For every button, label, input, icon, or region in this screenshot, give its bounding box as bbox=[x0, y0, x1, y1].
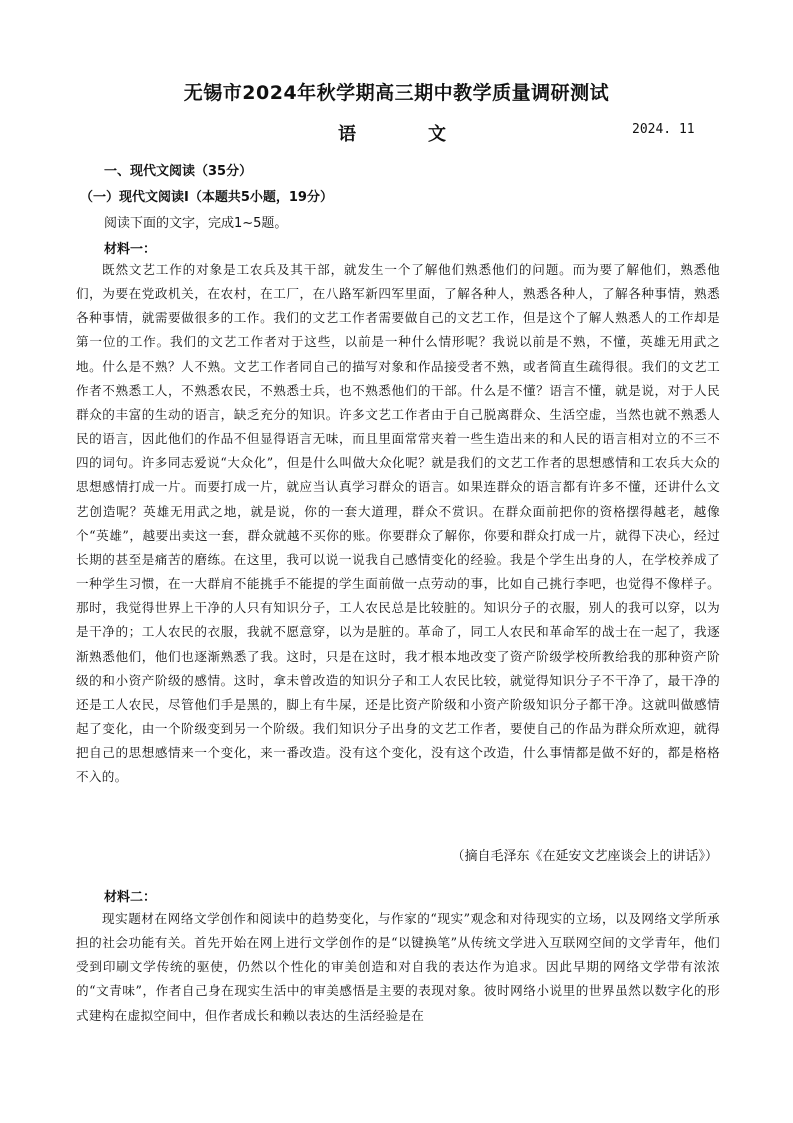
subject-char-1: 语 bbox=[338, 124, 356, 145]
material-1-body: 既然文艺工作的对象是工农兵及其干部，就发生一个了解他们熟悉他们的问题。而为要了解他们，熟悉他们，为要在党政机关，在农村，在工厂，在八路军新四军里面，了解各种人，熟悉各种人，了解各种事情，熟悉各种事情，就需要做很多的工作。我们的文艺工作者需要做自己的文艺工作，但是这个了解人熟悉人的工作却是第一位的工作。我们的文艺工作者对于这些，以前是一种什么情形呢？我说以前是不熟，不懂，英雄无用武之地。什么是不熟？人不熟。文艺工作者同自己的描写对象和作品接受者不熟，或者简直生疏得很。我们的文艺工作者不熟悉工人，不熟悉农民，不熟悉士兵，也不熟悉他们的干部。什么是不懂？语言不懂，就是说，对于人民群众的丰富的生动的语言，缺乏充分的知识。许多文艺工作者由于自己脱离群众、生活空虚，当然也就不熟悉人民的语言，因此他们的作品不但显得语言无味，而且里面常常夹着一些生造出来的和人民的语言相对立的不三不四的词句。许多同志爱说“大众化”，但是什么叫做大众化呢？就是我们的文艺工作者的思想感情和工农兵大众的思想感情打成一片。而要打成一片，就应当认真学习群众的语言。如果连群众的语言都有许多不懂，还讲什么文艺创造呢？英雄无用武之地，就是说，你的一套大道理，群众不赏识。在群众面前把你的资格摆得越老，越像个“英雄”，越要出卖这一套，群众就越不买你的账。你要群众了解你，你要和群众打成一片，就得下决心，经过长期的甚至是痛苦的磨练。在这里，我可以说一说我自己感情变化的经验。我是个学生出身的人，在学校养成了一种学生习惯，在一大群肩不能挑手不能提的学生面前做一点劳动的事，比如自己挑行李吧，也觉得不像样子。那时，我觉得世界上干净的人只有知识分子，工人农民总是比较脏的。知识分子的衣服，别人的我可以穿，以为是干净的；工人农民的衣服，我就不愿意穿，以为是脏的。革命了，同工人农民和革命军的战士在一起了，我逐渐熟悉他们，他们也逐渐熟悉了我。这时，只是在这时，我才根本地改变了资产阶级学校所教给我的那种资产阶级的和小资产阶级的感情。这时，拿未曾改造的知识分子和工人农民比较，就觉得知识分子不干净了，最干净的还是工人农民，尽管他们手是黑的，脚上有牛屎，还是比资产阶级和小资产阶级知识分子都干净。这就叫做感情起了变化，由一个阶级变到另一个阶级。我们知识分子出身的文艺工作者，要使自己的作品为群众所欢迎，就得把自己的思想感情来一个变化，来一番改造。没有这个变化，没有这个改造，什么事情都是做不好的，都是格格不入的。 bbox=[76, 262, 720, 785]
material-2-body: 现实题材在网络文学创作和阅读中的趋势变化，与作家的“现实”观念和对待现实的立场，以及网络文学所承担的社会功能有关。首先开始在网上进行文学创作的是“以键换笔”从传统文学进入互联网空间的文学青年，他们受到印刷文学传统的驱使，仍然以个性化的审美创造和对自我的表达作为追求。因此早期的网络文学带有浓浓的“文青味”，作者自己身在现实生活中的审美感悟是主要的表现对象。彼时网络小说里的世界虽然以数字化的形式建构在虚拟空间中，但作者成长和赖以表达的生活经验是在 bbox=[76, 911, 720, 1023]
material-1-source: （摘自毛泽东《在延安文艺座谈会上的讲话》） bbox=[451, 849, 718, 864]
exam-date: 2024. 11 bbox=[632, 122, 695, 137]
subject-char-2: 文 bbox=[428, 124, 446, 145]
exam-title: 无锡市2024年秋学期高三期中教学质量调研测试 bbox=[183, 82, 610, 104]
material-2-label: 材料二： bbox=[104, 890, 157, 905]
subject-label bbox=[338, 120, 446, 146]
material-1-label: 材料一： bbox=[104, 242, 157, 257]
instruction-text: 阅读下面的文字，完成1~5题。 bbox=[104, 216, 288, 231]
section-heading: 一、现代文阅读（35分） bbox=[104, 164, 253, 179]
subsection-heading: （一）现代文阅读Ⅰ（本题共5小题，19分） bbox=[80, 190, 333, 205]
